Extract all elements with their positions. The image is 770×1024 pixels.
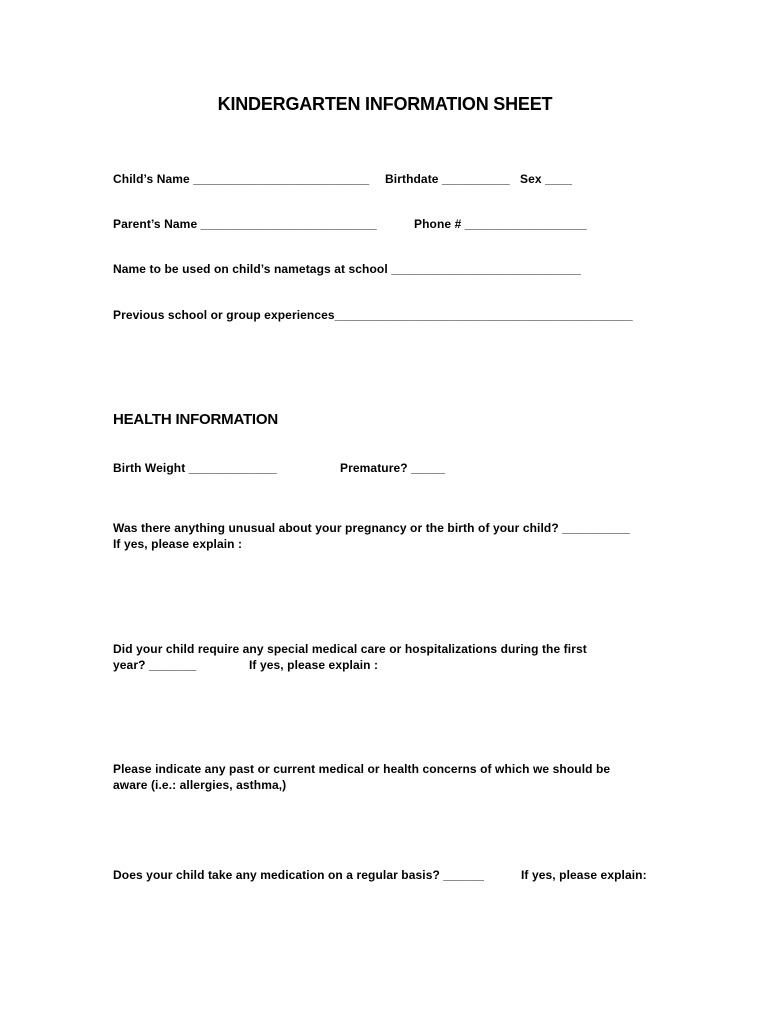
birth-weight-field[interactable]: Birth Weight _____________ (113, 461, 277, 475)
premature-field[interactable]: Premature? _____ (340, 461, 445, 475)
medication-explain-label: If yes, please explain: (521, 868, 647, 882)
pregnancy-question[interactable]: Was there anything unusual about your pregnancy or the birth of your child? __________ (113, 521, 630, 535)
health-information-heading: HEALTH INFORMATION (113, 411, 278, 428)
parent-name-field[interactable]: Parent’s Name __________________________ (113, 217, 377, 231)
pregnancy-explain-label: If yes, please explain : (113, 537, 243, 551)
child-name-field[interactable]: Child’s Name __________________________ (113, 172, 370, 186)
medical-care-question: Did your child require any special medical care or hospitalizations during the first (113, 642, 587, 656)
birthdate-field[interactable]: Birthdate __________ (385, 172, 510, 186)
previous-school-field[interactable]: Previous school or group experiences____________________________________________ (113, 308, 633, 322)
health-concerns-question: Please indicate any past or current medical or health concerns of which we should be (113, 762, 611, 776)
health-concerns-examples: aware (i.e.: allergies, asthma,) (113, 778, 287, 792)
nametag-name-field[interactable]: Name to be used on child’s nametags at school ____________________________ (113, 262, 581, 276)
page-title: KINDERGARTEN INFORMATION SHEET (217, 94, 553, 114)
medication-question[interactable]: Does your child take any medication on a regular basis? ______ (113, 868, 485, 882)
medical-care-explain-label: If yes, please explain : (249, 658, 379, 672)
phone-field[interactable]: Phone # __________________ (414, 217, 587, 231)
sex-field[interactable]: Sex ____ (520, 172, 573, 186)
medical-care-answer[interactable]: year? _______ (113, 658, 197, 672)
